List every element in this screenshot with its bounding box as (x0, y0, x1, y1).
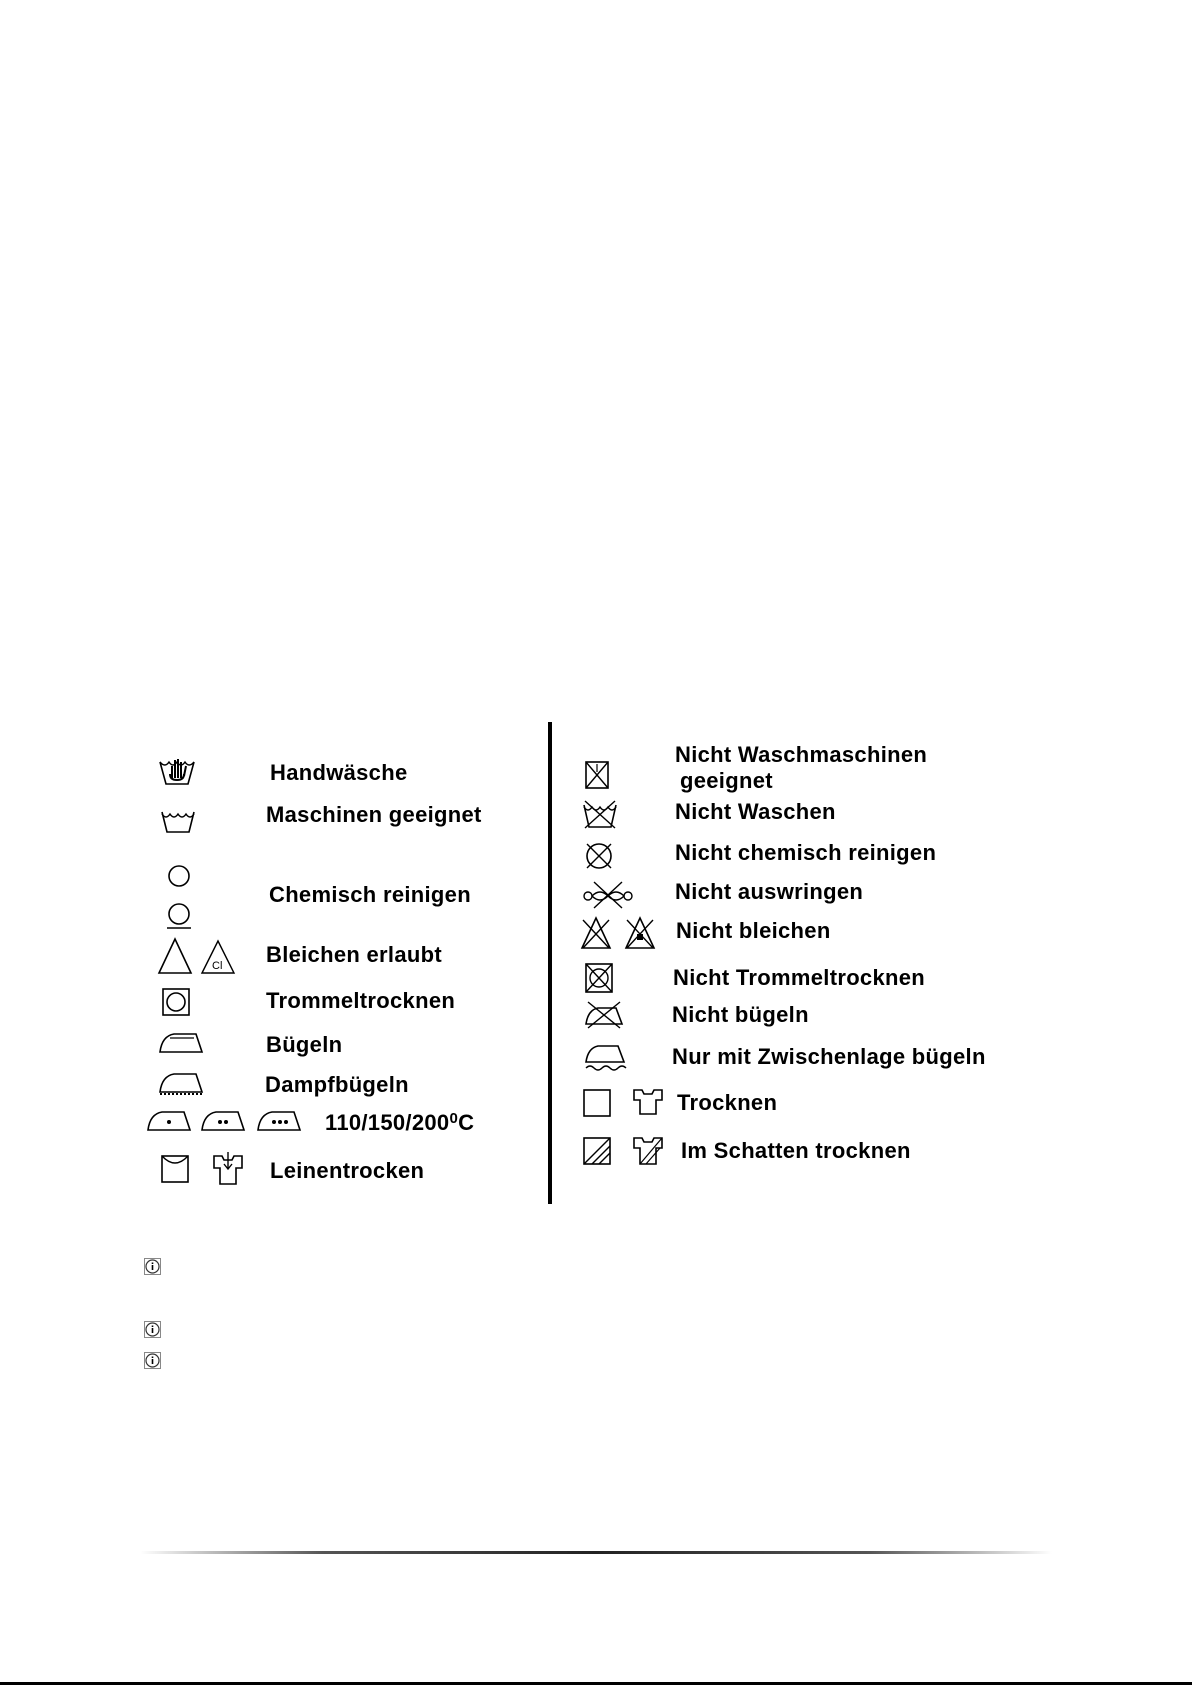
line-dry-icon (160, 1150, 250, 1188)
label-do-not-wash: Nicht Waschen (675, 799, 836, 824)
do-not-tumble-dry-icon (584, 962, 614, 994)
footer-rule (140, 1551, 1052, 1554)
iron-dots-icon (146, 1108, 306, 1134)
iron-icon (158, 1030, 206, 1054)
do-not-bleach-icon (580, 914, 660, 950)
label-do-not-iron: Nicht bügeln (672, 1002, 809, 1027)
label-do-not-tumble-dry: Nicht Trommeltrocknen (673, 965, 926, 990)
wash-tub-icon (160, 808, 196, 834)
do-not-dry-clean-icon (584, 841, 614, 871)
dry-in-shade-icon (582, 1134, 672, 1170)
bleach-icon (156, 937, 240, 975)
label-steam-iron: Dampfbügeln (265, 1072, 409, 1097)
tumble-dry-icon (161, 987, 191, 1017)
do-not-wash-icon (582, 799, 618, 829)
label-no-machine-wash-cont: geeignet (680, 768, 773, 793)
label-do-not-wring: Nicht auswringen (675, 879, 864, 904)
dry-icon (582, 1086, 672, 1120)
label-tumble-dry: Trommeltrocknen (266, 988, 456, 1013)
label-do-not-bleach: Nicht bleichen (676, 918, 831, 943)
dry-clean-icon (165, 864, 193, 930)
label-dry: Trocknen (677, 1090, 778, 1115)
label-dry-in-shade: Im Schatten trocknen (681, 1138, 911, 1163)
label-iron: Bügeln (266, 1032, 343, 1057)
svg-text:Cl: Cl (212, 960, 223, 972)
column-divider (548, 722, 552, 1204)
label-iron-with-cloth: Nur mit Zwischenlage bügeln (672, 1044, 986, 1069)
hand-wash-icon (158, 752, 196, 786)
info-icon (144, 1258, 161, 1275)
label-handwash: Handwäsche (270, 760, 408, 785)
label-do-not-dry-clean: Nicht chemisch reinigen (675, 840, 937, 865)
label-machine-wash: Maschinen geeignet (266, 802, 482, 827)
info-icon (144, 1321, 161, 1338)
degree-superscript: 0 (449, 1110, 459, 1127)
label-no-machine-wash: Nicht Waschmaschinen (675, 742, 928, 767)
info-icon (144, 1352, 161, 1369)
steam-iron-icon (158, 1070, 206, 1096)
iron-with-cloth-icon (584, 1044, 630, 1072)
label-line-dry: Leinentrocken (270, 1158, 425, 1183)
label-bleach: Bleichen erlaubt (266, 942, 442, 967)
label-temperatures: $110/150/200^0C$ (325, 1110, 475, 1135)
do-not-iron-icon (584, 1000, 624, 1030)
no-machine-wash-icon (584, 760, 610, 790)
do-not-wring-icon (582, 880, 634, 910)
label-dry-clean: Chemisch reinigen (269, 882, 471, 907)
